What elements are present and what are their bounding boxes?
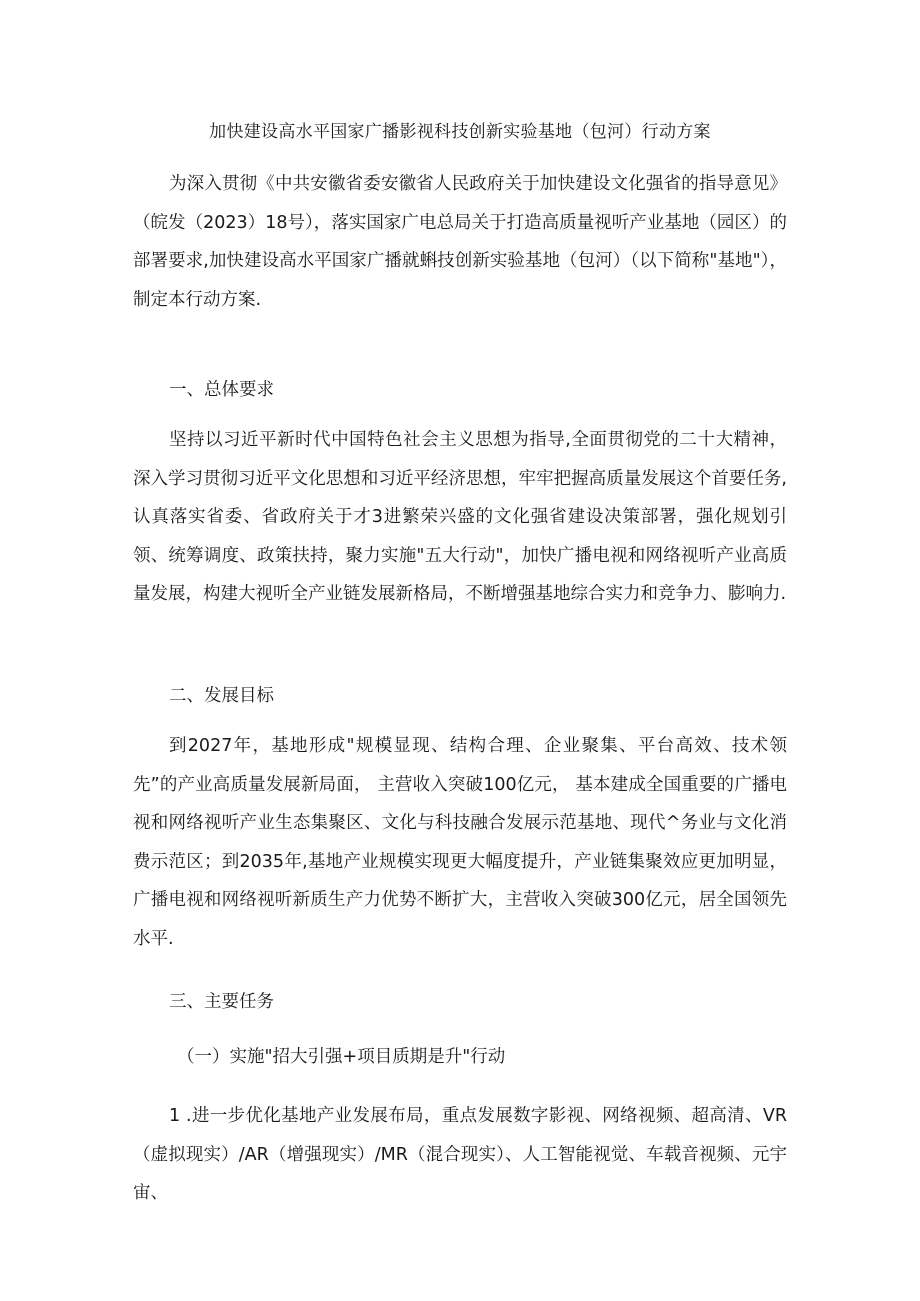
section-3-heading: 三、主要任务 <box>169 992 274 1012</box>
section-2-heading: 二、发展目标 <box>169 686 274 706</box>
intro-paragraph: 为深入贯彻《中共安徽省委安徽省人民政府关于加快建设文化强省的指导意见》（皖发（2023）18号），落实国家广电总局关于打造高质量视听产业基地（园区）的部署要求,加快建设高水平国家广播就蝌技创新实验基地（包河）（以下简称"基地"），制定本行动方案. <box>133 174 787 310</box>
section-3-item-1: 1 .进一步优化基地产业发展布局，重点发展数字影视、网络视频、超高清、VR（虚拟现实）/AR（增强现实）/MR（混合现实）、人工智能视觉、车载音视频、元宇宙、 <box>133 1106 787 1203</box>
section-1-heading: 一、总体要求 <box>169 380 274 400</box>
section-3-subheading: （一）实施"招大引强+项目质期是升"行动 <box>177 1047 506 1067</box>
section-2-body: 到2027年，基地形成"规模显现、结构合理、企业聚集、平台高效、技术领先”的产业高质量发展新局面， 主营收入突破100亿元， 基本建成全国重要的广播电视和网络视听产业生态集聚区、文化与科技融合发展示范基地、现代^务业与文化消费示范区；到2035年,基地产业规模实现更大幅度提升，产业链集聚效应更加明显，广播电视和网络视听新质生产力优势不断扩大，主营收入突破300亿元，居全国领先水平. <box>133 736 787 949</box>
document-title: 加快建设高水平国家广播影视科技创新实验基地（包河）行动方案 <box>209 122 711 142</box>
section-1-body: 坚持以习近平新时代中国特色社会主义思想为指导,全面贯彻党的二十大精神，深入学习贯彻习近平文化思想和习近平经济思想，牢牢把握高质量发展这个首要任务,认真落实省委、省政府关于才3进繁荣兴盛的文化强省建设决策部署，强化规划引领、统筹调度、政策扶持，聚力实施"五大行动"，加快广播电视和网络视听产业高质量发展，构建大视听全产业链发展新格局，不断增强基地综合实力和竞争力、膨响力. <box>133 430 787 604</box>
